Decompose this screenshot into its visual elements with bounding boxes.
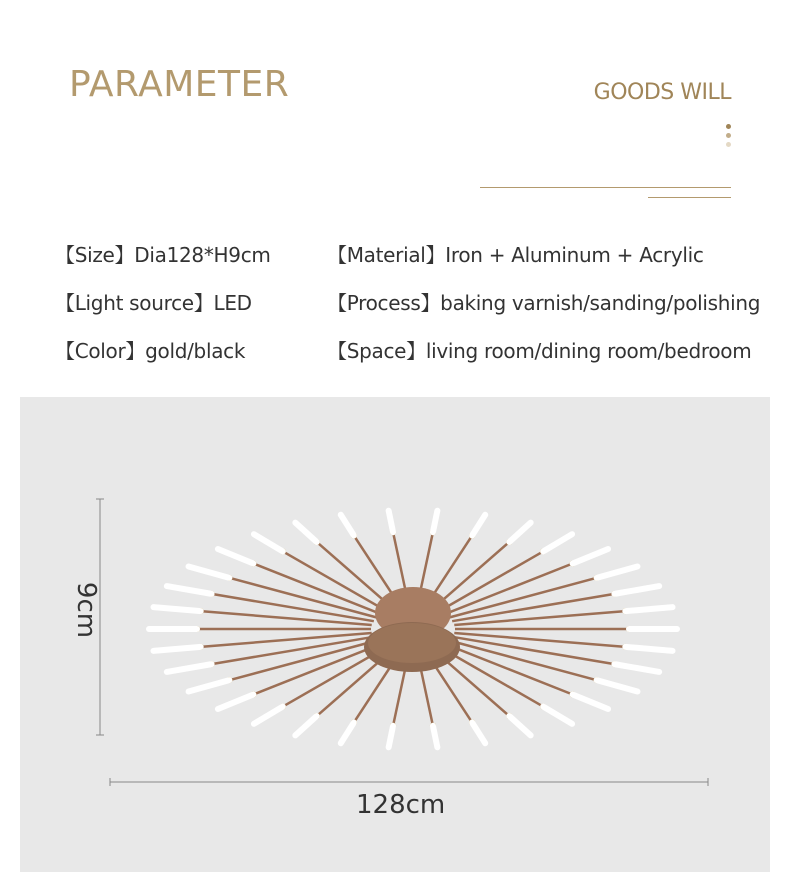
spec-value: LED xyxy=(213,291,252,315)
spec-color xyxy=(55,335,245,364)
lamp-led-tube xyxy=(433,726,437,748)
lamp-led-tube xyxy=(472,722,485,743)
lamp-led-tube xyxy=(389,511,393,533)
lamp-arm xyxy=(454,633,625,647)
lamp-led-tube xyxy=(167,586,212,594)
lamp-arm xyxy=(201,633,372,647)
brand-name: GOODS WILL xyxy=(593,80,731,105)
lamp-led-tube xyxy=(433,511,437,533)
lamp-arm xyxy=(452,637,614,664)
spec-light-source xyxy=(55,287,252,316)
lamp-led-tube xyxy=(389,726,393,748)
spec-process xyxy=(327,287,760,316)
lamp-led-tube xyxy=(189,566,230,577)
lamp-arm xyxy=(201,611,372,625)
lamp-led-tube xyxy=(295,716,316,735)
divider-line xyxy=(648,197,731,198)
lamp-led-tube xyxy=(189,680,230,691)
spec-space xyxy=(327,335,751,364)
spec-key: 【Size】 xyxy=(55,243,135,267)
spec-value: baking varnish/sanding/polishing xyxy=(440,291,761,315)
dot-icon xyxy=(726,133,731,138)
lamp-led-tube xyxy=(543,534,572,551)
spec-value: living room/dining room/bedroom xyxy=(425,339,752,363)
lamp-led-tube xyxy=(614,586,659,594)
spec-value: Iron + Aluminum + Acrylic xyxy=(445,243,704,267)
dot-icon xyxy=(726,124,731,129)
spec-key: 【Light source】 xyxy=(55,291,214,315)
lamp-led-tube xyxy=(254,707,283,724)
lamp-arm xyxy=(212,637,374,664)
lamp-led-tube xyxy=(153,607,200,611)
lamp-led-tube xyxy=(218,694,253,709)
page-title: PARAMETER xyxy=(69,64,290,105)
lamp-led-tube xyxy=(573,694,608,709)
lamp-led-tube xyxy=(543,707,572,724)
lamp-led-tube xyxy=(597,680,638,691)
lamp-led-tube xyxy=(218,549,253,564)
lamp-arm xyxy=(212,594,374,621)
lamp-led-tube xyxy=(341,722,354,743)
width-dimension-label: 128cm xyxy=(356,790,446,820)
lamp-led-tube xyxy=(153,647,200,651)
spec-value: gold/black xyxy=(145,339,246,363)
lamp-led-tube xyxy=(295,523,316,542)
spec-key: 【Material】 xyxy=(327,243,446,267)
lamp-led-tube xyxy=(341,515,354,536)
lamp-led-tube xyxy=(597,566,638,577)
spec-key: 【Process】 xyxy=(327,291,441,315)
lamp-led-tube xyxy=(167,664,212,672)
lamp-arm xyxy=(452,594,614,621)
lamp-led-tube xyxy=(254,534,283,551)
decorative-dots xyxy=(726,124,732,150)
spec-value: Dia128*H9cm xyxy=(134,243,271,267)
spec-size xyxy=(55,239,271,268)
lamp-arm xyxy=(454,611,625,625)
spec-key: 【Space】 xyxy=(327,339,426,363)
lamp-led-tube xyxy=(509,716,530,735)
divider-line xyxy=(480,187,731,188)
lamp-led-tube xyxy=(509,523,530,542)
lamp-led-tube xyxy=(614,664,659,672)
height-dimension-label: 9cm xyxy=(71,581,102,639)
lamp-led-tube xyxy=(573,549,608,564)
lamp-led-tube xyxy=(472,515,485,536)
lamp-base-shade xyxy=(368,623,456,663)
dot-icon xyxy=(726,142,731,147)
spec-material xyxy=(327,239,704,268)
lamp-led-tube xyxy=(625,607,672,611)
spec-key: 【Color】 xyxy=(55,339,146,363)
lamp-led-tube xyxy=(625,647,672,651)
